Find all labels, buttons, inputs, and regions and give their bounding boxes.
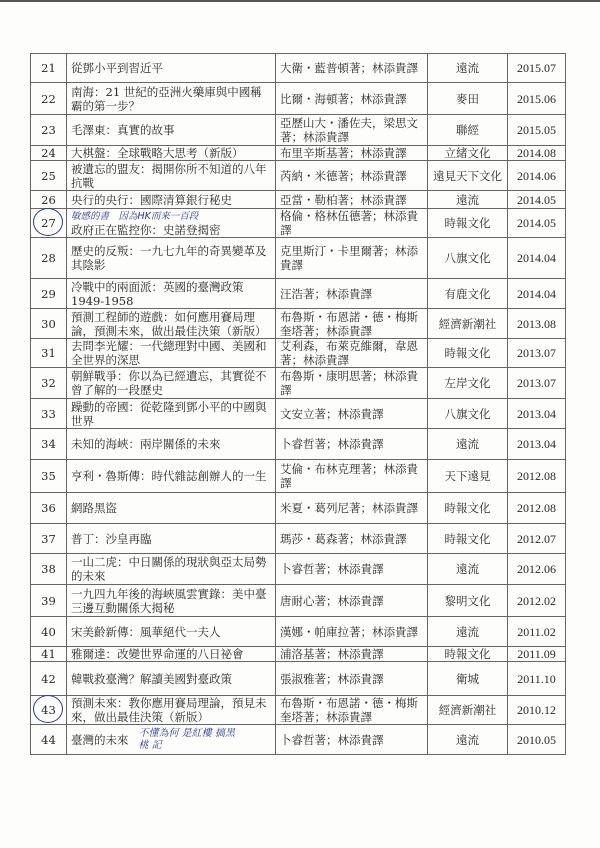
table-row xyxy=(31,146,566,161)
publisher-cell xyxy=(428,429,508,460)
publisher: 遠流 xyxy=(456,624,479,639)
publication-date: 2013.07 xyxy=(517,346,556,360)
row-number: 31 xyxy=(41,346,56,360)
author-translator-cell xyxy=(276,191,428,209)
book-title: 從鄧小平到習近平 xyxy=(71,61,163,75)
author-translator-cell xyxy=(276,617,428,647)
publisher: 麥田 xyxy=(456,91,479,106)
table-row xyxy=(31,83,566,115)
row-number-cell xyxy=(31,493,67,524)
author-translator: 布里辛斯基著；林添貴譯 xyxy=(280,146,407,160)
author-translator-cell xyxy=(276,309,428,339)
book-title-cell xyxy=(67,146,276,161)
row-number: 30 xyxy=(41,316,56,331)
book-title: 央行的央行：國際清算銀行秘史 xyxy=(71,192,232,207)
publisher-cell xyxy=(428,339,508,368)
book-title: 朝鮮戰爭：你以為已經遺忘，其實從不曾了解的一段歷史 xyxy=(71,369,267,397)
book-title-cell xyxy=(67,662,276,696)
book-title-cell xyxy=(67,339,276,368)
author-translator-cell xyxy=(276,493,428,524)
book-title: 預測未來：教你應用賽局理論，預見未來，做出最佳決策（新版） xyxy=(71,696,267,724)
book-title: 冷戰中的兩面派：英國的臺灣政策 1949-1958 xyxy=(71,279,244,308)
publication-date: 2014.05 xyxy=(517,216,556,230)
author-translator: 艾倫・布林克理著；林添貴譯 xyxy=(280,462,418,490)
book-title: 躁動的帝國：從乾隆到鄧小平的中國與世界 xyxy=(71,399,267,428)
publisher-cell xyxy=(428,585,508,617)
publication-date: 2014.08 xyxy=(517,146,556,160)
table-row xyxy=(31,368,566,399)
author-translator-cell xyxy=(276,725,428,755)
book-title-cell xyxy=(67,54,276,83)
table-row xyxy=(31,460,566,493)
book-title-cell xyxy=(67,115,276,146)
publisher: 左岸文化 xyxy=(444,376,491,390)
publisher: 經濟新潮社 xyxy=(438,316,497,331)
book-title-cell xyxy=(67,191,276,209)
row-number: 23 xyxy=(41,123,56,137)
publication-date: 2015.05 xyxy=(517,123,556,137)
publication-date-cell xyxy=(508,647,566,662)
publisher-cell xyxy=(428,554,508,585)
book-title: 韓戰救臺灣？解讀美國對臺政策 xyxy=(71,671,232,686)
publisher-cell xyxy=(428,662,508,696)
row-number-cell xyxy=(31,368,67,399)
row-number-cell xyxy=(31,725,67,755)
publisher: 有鹿文化 xyxy=(444,286,491,301)
author-translator: 卜睿哲著；林添貴譯 xyxy=(280,732,384,747)
publication-date: 2014.05 xyxy=(517,192,556,207)
row-number: 28 xyxy=(41,251,56,265)
author-translator-cell xyxy=(276,399,428,429)
table-row xyxy=(31,696,566,725)
publisher: 聯經 xyxy=(456,123,479,137)
author-translator-cell xyxy=(276,696,428,725)
row-number-cell xyxy=(31,524,67,554)
publication-date: 2010.05 xyxy=(517,732,556,747)
author-translator-cell xyxy=(276,460,428,493)
publication-date-cell xyxy=(508,368,566,399)
author-translator: 瑪莎・葛森著；林添貴譯 xyxy=(280,531,407,546)
publication-date-cell xyxy=(508,585,566,617)
publication-date: 2012.06 xyxy=(517,562,556,576)
publication-date-cell xyxy=(508,83,566,115)
author-translator-cell xyxy=(276,662,428,696)
publication-date-cell xyxy=(508,191,566,209)
author-translator-cell xyxy=(276,209,428,238)
row-number-cell xyxy=(31,115,67,146)
book-title: 政府正在監控你：史諾登揭密 xyxy=(71,222,221,237)
publisher-cell xyxy=(428,696,508,725)
publication-date-cell xyxy=(508,146,566,161)
row-number-cell xyxy=(31,309,67,339)
publisher: 遠流 xyxy=(456,437,479,451)
publisher: 時報文化 xyxy=(444,647,491,661)
table-row xyxy=(31,493,566,524)
table-row xyxy=(31,161,566,191)
book-title-cell xyxy=(67,585,276,617)
publication-date-cell xyxy=(508,309,566,339)
table-row xyxy=(31,524,566,554)
author-translator-cell xyxy=(276,429,428,460)
row-number: 33 xyxy=(41,406,56,421)
book-title-cell xyxy=(67,725,276,755)
publisher-cell xyxy=(428,238,508,279)
row-number: 27 xyxy=(41,216,56,230)
row-number: 44 xyxy=(41,732,56,747)
row-number: 26 xyxy=(41,192,56,207)
author-translator: 汪浩著；林添貴譯 xyxy=(280,286,372,301)
row-number: 35 xyxy=(41,469,56,483)
row-number-cell xyxy=(31,146,67,161)
author-translator: 格倫・格林伍德著；林添貴譯 xyxy=(280,209,418,237)
publication-date-cell xyxy=(508,460,566,493)
publication-date-cell xyxy=(508,493,566,524)
author-translator: 布魯斯・布恩諾・德・梅斯奎塔著；林添貴譯 xyxy=(280,309,418,338)
author-translator: 張淑雅著；林添貴譯 xyxy=(280,671,384,686)
translation-list-table xyxy=(30,53,566,755)
table-row xyxy=(31,279,566,309)
row-number: 32 xyxy=(41,376,56,390)
row-number-cell xyxy=(31,429,67,460)
publisher-cell xyxy=(428,460,508,493)
title-with-note xyxy=(71,728,271,752)
book-title: 大棋盤：全球戰略大思考（新版） xyxy=(71,146,244,160)
table-row xyxy=(31,429,566,460)
book-title-cell xyxy=(67,279,276,309)
publication-date-cell xyxy=(508,662,566,696)
author-translator-cell xyxy=(276,146,428,161)
row-number: 37 xyxy=(41,531,56,546)
author-translator-cell xyxy=(276,368,428,399)
publisher: 遠流 xyxy=(456,732,479,747)
table-row xyxy=(31,115,566,146)
publication-date: 2010.12 xyxy=(517,703,556,717)
book-title-cell xyxy=(67,617,276,647)
publication-date: 2013.04 xyxy=(517,406,556,421)
author-translator-cell xyxy=(276,83,428,115)
book-title: 亨利・魯斯傳：時代雜誌創辦人的一生 xyxy=(71,469,267,483)
table-row xyxy=(31,554,566,585)
publisher: 時報文化 xyxy=(444,531,491,546)
publication-date-cell xyxy=(508,115,566,146)
publisher-cell xyxy=(428,399,508,429)
publisher: 八旗文化 xyxy=(444,406,491,421)
book-title: 雅爾達：改變世界命運的八日祕會 xyxy=(71,647,244,661)
handwritten-circle-row-43 xyxy=(33,695,63,723)
publication-date-cell xyxy=(508,339,566,368)
table-row xyxy=(31,238,566,279)
publisher-cell xyxy=(428,524,508,554)
row-number-cell xyxy=(31,191,67,209)
publication-date: 2011.09 xyxy=(517,647,556,661)
row-number-cell xyxy=(31,647,67,662)
publication-date-cell xyxy=(508,696,566,725)
publication-date-cell xyxy=(508,554,566,585)
publisher-cell xyxy=(428,279,508,309)
publisher: 遠流 xyxy=(456,562,479,576)
table-row xyxy=(31,585,566,617)
publisher-cell xyxy=(428,161,508,191)
table-body xyxy=(31,54,566,755)
author-translator: 比爾・海頓著；林添貴譯 xyxy=(280,91,407,106)
author-translator-cell xyxy=(276,524,428,554)
row-number: 42 xyxy=(41,671,56,686)
row-number-cell xyxy=(31,460,67,493)
author-translator: 亞歷山大・潘佐夫，梁思文著；林添貴譯 xyxy=(280,116,418,144)
publication-date: 2014.06 xyxy=(517,168,556,183)
author-translator: 布魯斯・布恩諾・德・梅斯奎塔著；林添貴譯 xyxy=(280,696,418,724)
row-number-cell xyxy=(31,399,67,429)
author-translator-cell xyxy=(276,279,428,309)
handwritten-note-row-44: 不懂為何 是紅樓 搞黑桃 記 xyxy=(138,727,235,751)
publisher-cell xyxy=(428,647,508,662)
publication-date: 2012.07 xyxy=(517,531,556,546)
publication-date: 2013.08 xyxy=(517,316,556,331)
book-title-cell xyxy=(67,209,276,238)
row-number: 24 xyxy=(41,146,56,160)
publisher: 時報文化 xyxy=(444,216,491,230)
author-translator: 芮納・米德著；林添貴譯 xyxy=(280,168,407,183)
handwritten-circle-row-27 xyxy=(33,208,63,236)
publication-date: 2015.06 xyxy=(517,91,556,106)
row-number-cell xyxy=(31,54,67,83)
table-row xyxy=(31,725,566,755)
publication-date-cell xyxy=(508,429,566,460)
author-translator: 卜睿哲著；林添貴譯 xyxy=(280,437,384,451)
table-row xyxy=(31,339,566,368)
book-title: 網路黑盜 xyxy=(71,501,117,515)
author-translator-cell xyxy=(276,238,428,279)
row-number: 25 xyxy=(41,168,56,183)
book-title: 被遺忘的盟友：揭開你所不知道的八年抗戰 xyxy=(71,161,267,190)
publisher: 遠流 xyxy=(456,192,479,207)
publication-date: 2011.10 xyxy=(517,671,556,686)
row-number: 22 xyxy=(41,91,56,106)
row-number-cell xyxy=(31,617,67,647)
row-number-cell xyxy=(31,585,67,617)
publication-date-cell xyxy=(508,617,566,647)
book-title-cell xyxy=(67,554,276,585)
publisher: 天下遠見 xyxy=(444,469,491,483)
book-title-cell xyxy=(67,368,276,399)
publication-date-cell xyxy=(508,279,566,309)
scan-top-edge xyxy=(0,0,600,2)
publication-date: 2012.08 xyxy=(517,501,556,515)
book-title-cell xyxy=(67,524,276,554)
table-row xyxy=(31,662,566,696)
publisher: 衛城 xyxy=(456,671,479,686)
book-title: 一九四九年後的海峽風雲實錄：美中臺三邊互動關係大揭秘 xyxy=(71,586,267,615)
publisher-cell xyxy=(428,725,508,755)
author-translator-cell xyxy=(276,647,428,662)
publisher: 黎明文化 xyxy=(444,593,491,608)
author-translator-cell xyxy=(276,585,428,617)
publication-date-cell xyxy=(508,524,566,554)
book-title-cell xyxy=(67,647,276,662)
publication-date: 2012.08 xyxy=(517,469,556,483)
publisher: 經濟新潮社 xyxy=(438,703,497,717)
author-translator-cell xyxy=(276,115,428,146)
author-translator: 亞當・勒柏著；林添貴譯 xyxy=(280,192,407,207)
publication-date-cell xyxy=(508,54,566,83)
publisher-cell xyxy=(428,191,508,209)
publication-date-cell xyxy=(508,161,566,191)
book-title-cell xyxy=(67,309,276,339)
author-translator: 米夏・葛列尼著；林添貴譯 xyxy=(280,501,418,515)
book-title-cell xyxy=(67,238,276,279)
row-number-cell xyxy=(31,161,67,191)
author-translator-cell xyxy=(276,161,428,191)
author-translator: 文安立著；林添貴譯 xyxy=(280,406,384,421)
book-title-cell xyxy=(67,460,276,493)
author-translator: 浦洛基著；林添貴譯 xyxy=(280,647,384,661)
publisher: 遠流 xyxy=(456,61,479,75)
publisher: 遠見天下文化 xyxy=(433,168,502,183)
author-translator-cell xyxy=(276,554,428,585)
book-title: 普丁：沙皇再臨 xyxy=(71,531,152,546)
book-title-cell xyxy=(67,83,276,115)
table-row xyxy=(31,54,566,83)
row-number: 41 xyxy=(41,647,56,661)
publication-date: 2011.02 xyxy=(517,624,556,639)
publisher-cell xyxy=(428,493,508,524)
publisher-cell xyxy=(428,115,508,146)
book-title-cell xyxy=(67,493,276,524)
publisher-cell xyxy=(428,54,508,83)
publisher-cell xyxy=(428,209,508,238)
author-translator: 大衛・藍普頓著；林添貴譯 xyxy=(280,61,418,75)
author-translator: 艾利森，布萊克維爾，韋恩著；林添貴譯 xyxy=(280,339,418,367)
book-title-cell xyxy=(67,429,276,460)
author-translator-cell xyxy=(276,339,428,368)
book-title-cell xyxy=(67,399,276,429)
row-number-cell xyxy=(31,279,67,309)
table-row xyxy=(31,191,566,209)
row-number: 34 xyxy=(41,437,56,451)
publisher: 八旗文化 xyxy=(444,251,491,265)
publisher-cell xyxy=(428,368,508,399)
author-translator: 克里斯汀・卡里爾著；林添貴譯 xyxy=(280,244,418,272)
publication-date-cell xyxy=(508,238,566,279)
publisher-cell xyxy=(428,83,508,115)
author-translator-cell xyxy=(276,54,428,83)
publication-date: 2015.07 xyxy=(517,61,556,75)
row-number: 40 xyxy=(41,624,56,639)
row-number-cell xyxy=(31,83,67,115)
row-number: 21 xyxy=(41,61,56,75)
book-title: 臺灣的未來 xyxy=(71,732,129,747)
author-translator: 漢娜・帕庫拉著；林添貴譯 xyxy=(280,624,418,639)
publisher-cell xyxy=(428,309,508,339)
publication-date: 2012.02 xyxy=(517,593,556,608)
handwritten-note-row-27: 敏感的書 因為HK而來一百段 xyxy=(71,210,199,222)
book-title: 一山二虎：中日關係的現狀與亞太局勢的未來 xyxy=(71,555,267,583)
row-number-cell xyxy=(31,339,67,368)
publisher: 立緒文化 xyxy=(444,146,491,160)
author-translator: 布魯斯・康明思著；林添貴譯 xyxy=(280,369,418,397)
book-title: 歷史的反叛：一九七九年的奇異變革及其陰影 xyxy=(71,244,267,272)
publisher: 時報文化 xyxy=(444,346,491,360)
book-title-cell xyxy=(67,696,276,725)
author-translator: 唐耐心著；林添貴譯 xyxy=(280,593,384,608)
table-row xyxy=(31,209,566,238)
publication-date-cell xyxy=(508,725,566,755)
row-number: 36 xyxy=(41,501,56,515)
book-title: 南海：21 世紀的亞洲火藥庫與中國稱霸的第一步？ xyxy=(71,84,262,113)
publisher: 時報文化 xyxy=(444,501,491,515)
book-title: 宋美齡新傳：風華絕代一夫人 xyxy=(71,624,221,639)
row-number-cell xyxy=(31,238,67,279)
book-title: 預測工程師的遊戲：如何應用賽局理論，預測未來，做出最佳決策（新版） xyxy=(71,309,267,338)
row-number: 29 xyxy=(41,286,56,301)
book-title: 去問李光耀：一代總理對中國、美國和全世界的深思 xyxy=(71,339,267,367)
row-number-cell xyxy=(31,554,67,585)
book-title-cell xyxy=(67,161,276,191)
table-row xyxy=(31,647,566,662)
book-title: 未知的海峽：兩岸關係的未來 xyxy=(71,437,221,451)
book-title: 毛澤東：真實的故事 xyxy=(71,123,175,137)
publisher-cell xyxy=(428,146,508,161)
publisher-cell xyxy=(428,617,508,647)
publication-date: 2014.04 xyxy=(517,251,556,265)
row-number: 38 xyxy=(41,562,56,576)
publication-date: 2013.04 xyxy=(517,437,556,451)
row-number-cell xyxy=(31,662,67,696)
table-row xyxy=(31,617,566,647)
publication-date-cell xyxy=(508,399,566,429)
row-number: 43 xyxy=(41,703,56,717)
publication-date: 2013.07 xyxy=(517,376,556,390)
publication-date-cell xyxy=(508,209,566,238)
table-row xyxy=(31,399,566,429)
author-translator: 卜睿哲著；林添貴譯 xyxy=(280,562,384,576)
table-row xyxy=(31,309,566,339)
row-number: 39 xyxy=(41,593,56,608)
publication-date: 2014.04 xyxy=(517,286,556,301)
